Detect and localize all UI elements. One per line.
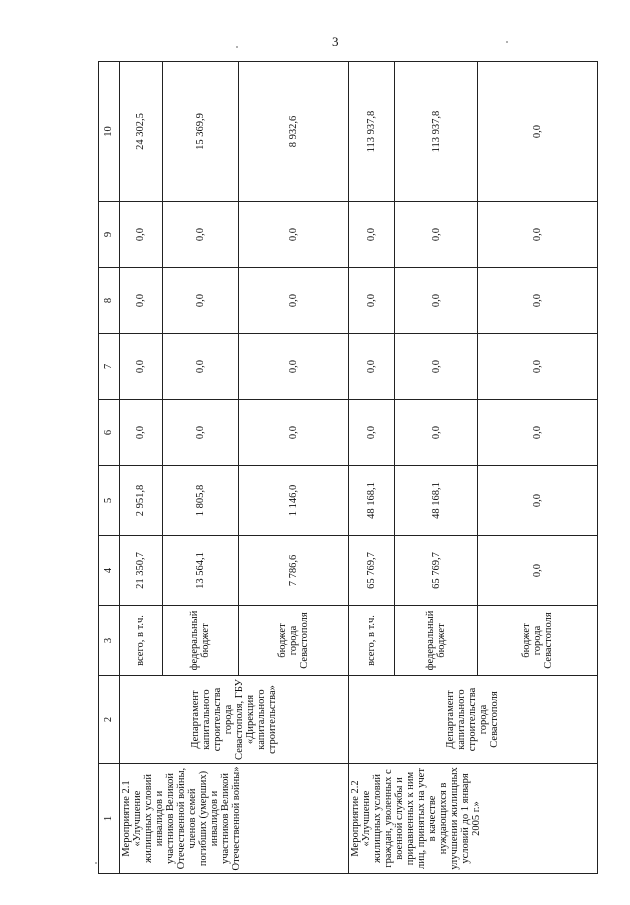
value-cell: 7 786,6 [238, 536, 348, 606]
value-cell: 0,0 [478, 466, 598, 536]
value-cell: 0,0 [120, 400, 163, 466]
financing-table [98, 61, 598, 874]
rotated-table-container [98, 62, 598, 874]
value-cell: 1 146,0 [238, 466, 348, 536]
value-cell: 0,0 [478, 268, 598, 334]
value-cell: 0,0 [395, 400, 478, 466]
scan-speck [236, 46, 238, 48]
value-cell: 0,0 [348, 400, 394, 466]
col-header: 8 [99, 268, 120, 334]
value-cell: 1 805,8 [162, 466, 238, 536]
value-cell: 48 168,1 [348, 466, 394, 536]
value-cell: 13 564,1 [162, 536, 238, 606]
value-cell: 0,0 [395, 268, 478, 334]
page-number: 3 [332, 34, 339, 49]
value-cell: 0,0 [478, 334, 598, 400]
value-cell: 0,0 [348, 202, 394, 268]
value-cell: 48 168,1 [395, 466, 478, 536]
value-cell: 0,0 [395, 334, 478, 400]
col-header: 1 [99, 764, 120, 874]
source-cell: федеральный бюджет [395, 606, 478, 676]
col-header: 5 [99, 466, 120, 536]
scan-speck [95, 862, 97, 864]
col-header: 6 [99, 400, 120, 466]
source-cell: бюджет города Севастополя [478, 606, 598, 676]
value-cell: 0,0 [120, 334, 163, 400]
table-row [348, 62, 394, 874]
value-cell: 0,0 [120, 268, 163, 334]
value-cell: 65 769,7 [348, 536, 394, 606]
value-cell: 0,0 [162, 400, 238, 466]
value-cell: 0,0 [238, 400, 348, 466]
value-cell: 0,0 [238, 334, 348, 400]
col-header: 2 [99, 676, 120, 764]
col-header: 9 [99, 202, 120, 268]
total-cell: 15 369,9 [162, 62, 238, 202]
source-cell: всего, в т.ч. [120, 606, 163, 676]
value-cell: 0,0 [478, 400, 598, 466]
source-cell: всего, в т.ч. [348, 606, 394, 676]
value-cell: 0,0 [395, 202, 478, 268]
source-cell: бюджет города Севастополя [238, 606, 348, 676]
value-cell: 0,0 [162, 268, 238, 334]
measure-cell: Мероприятие 2.2 «Улучшение жилищных условий граждан, уволенных с военной службы и приравненных к ним лиц, принятых на учет в качестве нуждающихся в улучшении жилищных условий до 1 января 2005 г.» [348, 764, 597, 874]
total-cell: 113 937,8 [395, 62, 478, 202]
value-cell: 0,0 [348, 268, 394, 334]
total-cell: 113 937,8 [348, 62, 394, 202]
value-cell: 0,0 [120, 202, 163, 268]
header-row [99, 62, 120, 874]
value-cell: 0,0 [348, 334, 394, 400]
value-cell: 0,0 [478, 536, 598, 606]
total-cell: 0,0 [478, 62, 598, 202]
col-header: 10 [99, 62, 120, 202]
value-cell: 65 769,7 [395, 536, 478, 606]
scan-speck [506, 41, 508, 43]
col-header: 4 [99, 536, 120, 606]
table-row [120, 62, 163, 874]
value-cell: 0,0 [238, 268, 348, 334]
executor-cell: Департамент капитального строительства города Севастополя [348, 676, 597, 764]
value-cell: 0,0 [162, 202, 238, 268]
col-header: 7 [99, 334, 120, 400]
value-cell: 2 951,8 [120, 466, 163, 536]
total-cell: 8 932,6 [238, 62, 348, 202]
value-cell: 21 350,7 [120, 536, 163, 606]
executor-cell: Департамент капитального строительства города Севастополя, ГБУ «Дирекция капитального строительства» [120, 676, 349, 764]
total-cell: 24 302,5 [120, 62, 163, 202]
col-header: 3 [99, 606, 120, 676]
measure-cell: Мероприятие 2.1 «Улучшение жилищных условий инвалидов и участников Великой Отечественной войны, членов семей погибших (умерших) инвалидов и участников Великой Отечественной войны» [120, 764, 349, 874]
value-cell: 0,0 [238, 202, 348, 268]
value-cell: 0,0 [478, 202, 598, 268]
value-cell: 0,0 [162, 334, 238, 400]
source-cell: федеральный бюджет [162, 606, 238, 676]
